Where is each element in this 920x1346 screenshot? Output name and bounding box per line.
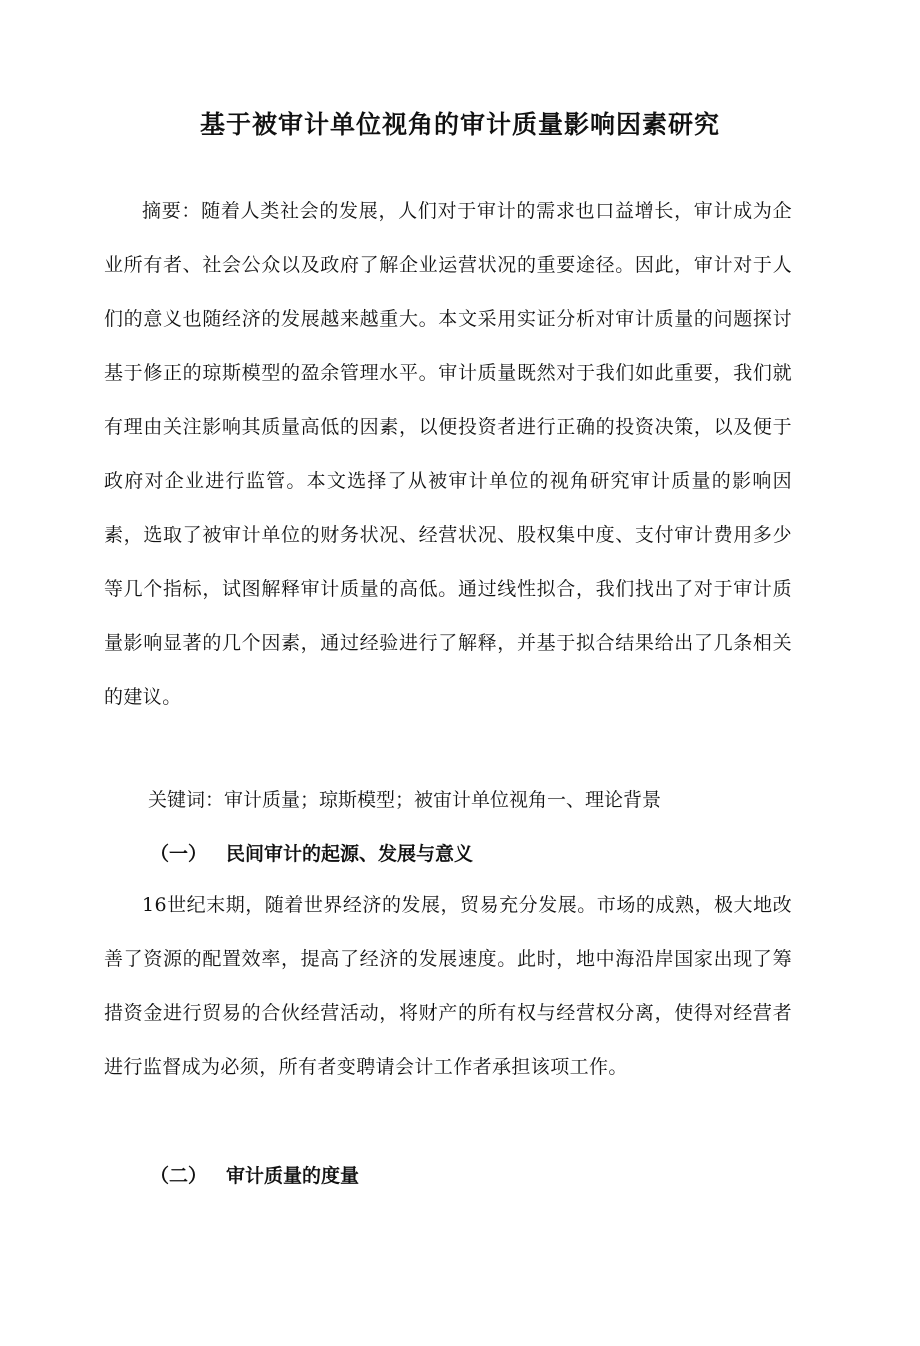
section-one-paragraph: 16世纪末期，随着世界经济的发展，贸易充分发展。市场的成熟，极大地改善了资源的配置效率，提高了经济的发展速度。此时，地中海沿岸国家出现了筹措资金进行贸易的合伙经营活动，将财产的所有权与经营权分离，使得对经营者进行监督成为必须，所有者变聘请会计工作者承担该项工作。 [104, 894, 792, 1078]
section-number-one: （一） [150, 843, 208, 865]
section-heading-one [150, 834, 473, 874]
section-heading-two [150, 1156, 359, 1196]
abstract-paragraph: 摘要：随着人类社会的发展，人们对于审计的需求也口益增长，审计成为企业所有者、社会公众以及政府了解企业运营状况的重要途径。因此，审计对于人们的意义也随经济的发展越来越重大。本文采用实证分析对审计质量的问题探讨基于修正的琼斯模型的盈余管理水平。审计质量既然对于我们如此重要，我们就有理由关注影响其质量高低的因素，以便投资者进行正确的投资决策，以及便于政府对企业进行监管。本文选择了从被审计单位的视角研究审计质量的影响因素，选取了被审计单位的财务状况、经营状况、股权集中度、支付审计费用多少等几个指标，试图解释审计质量的高低。通过线性拟合，我们找出了对于审计质量影响显著的几个因素，通过经验进行了解释，并基于拟合结果给出了几条相关的建议。 [104, 200, 792, 708]
section-title-two: 审计质量的度量 [226, 1165, 360, 1187]
section-title-one: 民间审计的起源、发展与意义 [226, 843, 474, 865]
keywords-line: 关键词：审计质量；琼斯模型；被宙计单位视角一、理论背景 [148, 789, 662, 811]
section-number-two: （二） [150, 1165, 208, 1187]
document-title: 基于被审计单位视角的审计质量影响因素研究 [199, 109, 720, 139]
